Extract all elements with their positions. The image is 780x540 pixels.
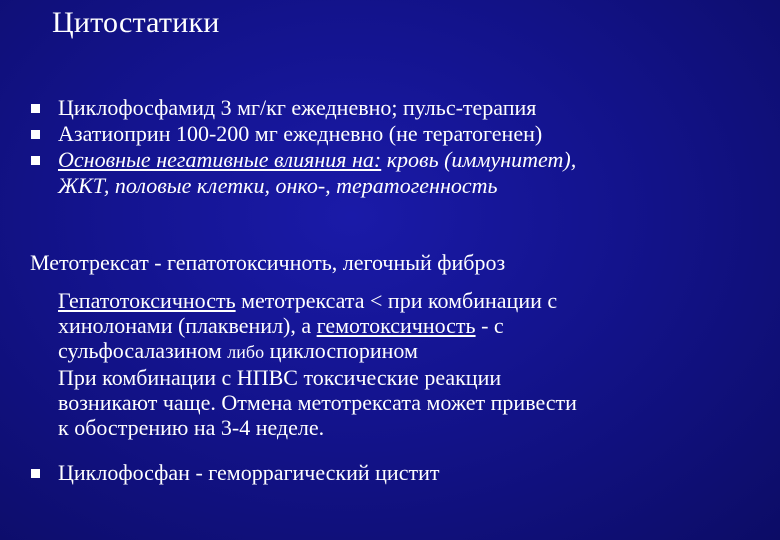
bullet-item-cyclophosphamide [28, 95, 576, 121]
top-bullet-list [28, 95, 576, 199]
underlined-text: Основные негативные влияния на: [58, 147, 382, 172]
text-line [58, 415, 577, 440]
text-span: метотрексата < при комбинации с [235, 288, 558, 313]
text-line [58, 365, 577, 390]
underlined-text: Гепатотоксичность [58, 288, 236, 313]
methotrexate-heading: Метотрексат - гепатотоксичноть, легочный фиброз [30, 250, 506, 275]
square-bullet-icon [31, 130, 40, 139]
text-span: хинолонами (плаквенил), а [58, 313, 317, 338]
square-bullet-icon [31, 469, 40, 478]
bullet-item-cyclophosphan [28, 460, 439, 486]
bullet-text-continuation: ЖКТ, половые клетки, онко-, тератогенность [58, 173, 498, 198]
text-line [58, 313, 577, 338]
bullet-text: Азатиоприн 100-200 мг ежедневно (не тератогенен) [58, 121, 543, 146]
bottom-bullet-list [28, 460, 439, 486]
bullet-text: кровь (иммунитет), [381, 147, 577, 172]
text-span: к обострению на 3-4 неделе. [58, 415, 325, 440]
bullet-text: Циклофосфан - геморрагический цистит [58, 460, 440, 485]
text-line [58, 288, 577, 313]
text-span: сульфосалазином [58, 338, 228, 363]
underlined-text: гемотоксичность [316, 313, 476, 338]
text-span: При комбинации с НПВС токсические реакции [58, 365, 502, 390]
methotrexate-details [58, 288, 577, 440]
text-span: возникают чаще. Отмена метотрексата может привести [58, 390, 577, 415]
bullet-item-negative-effects [28, 147, 576, 199]
bullet-item-azathioprine [28, 121, 576, 147]
square-bullet-icon [31, 104, 40, 113]
text-line [58, 390, 577, 415]
text-span: циклоспорином [264, 338, 418, 363]
slide-title: Цитостатики [52, 6, 220, 39]
square-bullet-icon [31, 156, 40, 165]
bullet-text: Циклофосфамид 3 мг/кг ежедневно; пульс-терапия [58, 95, 537, 120]
small-text: либо [227, 342, 265, 362]
text-line [58, 338, 577, 365]
text-span: - с [475, 313, 504, 338]
